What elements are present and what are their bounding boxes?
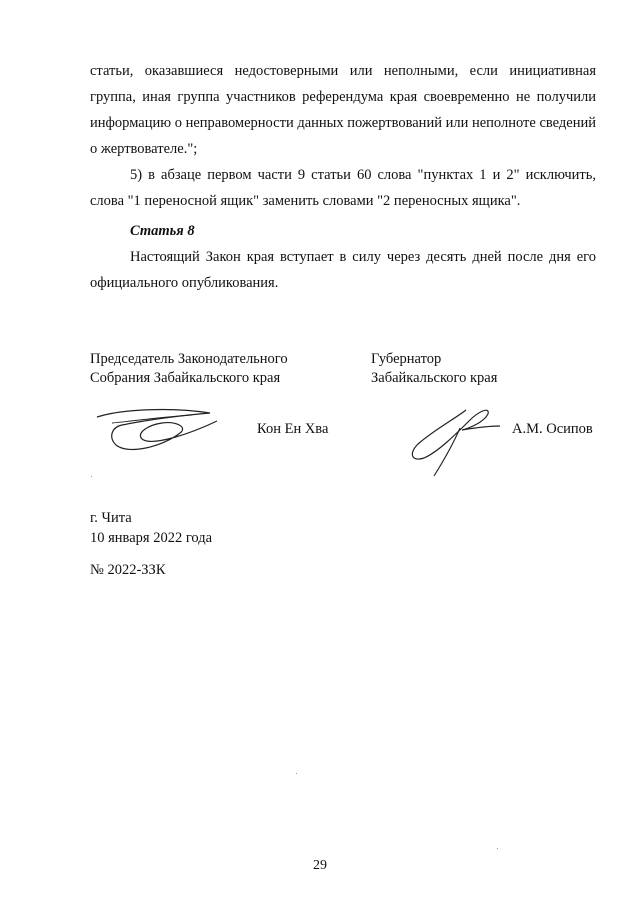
law-number: № 2022-ЗЗК bbox=[90, 562, 166, 578]
document-body bbox=[90, 58, 596, 296]
left-title-line1: Председатель Законодательного bbox=[90, 351, 288, 367]
place-and-date bbox=[90, 508, 212, 548]
city: г. Чита bbox=[90, 510, 132, 526]
right-title-line1: Губернатор bbox=[371, 351, 442, 367]
left-handwritten-signature bbox=[92, 403, 222, 459]
date: 10 января 2022 года bbox=[90, 530, 213, 546]
left-signatory-name: Кон Ен Хва bbox=[257, 421, 329, 437]
right-signatory-name: А.М. Осипов bbox=[512, 421, 593, 437]
scan-speck bbox=[91, 476, 92, 477]
article-title: Статья 8 bbox=[130, 223, 195, 239]
right-title-line2: Забайкальского края bbox=[371, 370, 498, 386]
scan-speck bbox=[497, 848, 498, 849]
page-number: 29 bbox=[313, 858, 327, 873]
right-signatory-title bbox=[371, 350, 497, 388]
paragraph-item-5: 5) в абзаце первом части 9 статьи 60 слова "пунктах 1 и 2" исключить, слова "1 переносной ящик" заменить словами "2 переносных ящика". bbox=[90, 167, 596, 209]
paragraph-continuation: статьи, оказавшиеся недостоверными или неполными, если инициативная группа, иная группа участников референдума края своевременно не получили информацию о неправомерности данных пожертвований или неполноте сведений о жертвователе."; bbox=[90, 63, 596, 157]
left-signatory-title bbox=[90, 350, 288, 388]
left-title-line2: Собрания Забайкальского края bbox=[90, 370, 281, 386]
right-handwritten-signature bbox=[404, 400, 504, 480]
article-text: Настоящий Закон края вступает в силу через десять дней после дня его официального опубликования. bbox=[90, 249, 596, 291]
scan-speck bbox=[296, 773, 297, 774]
